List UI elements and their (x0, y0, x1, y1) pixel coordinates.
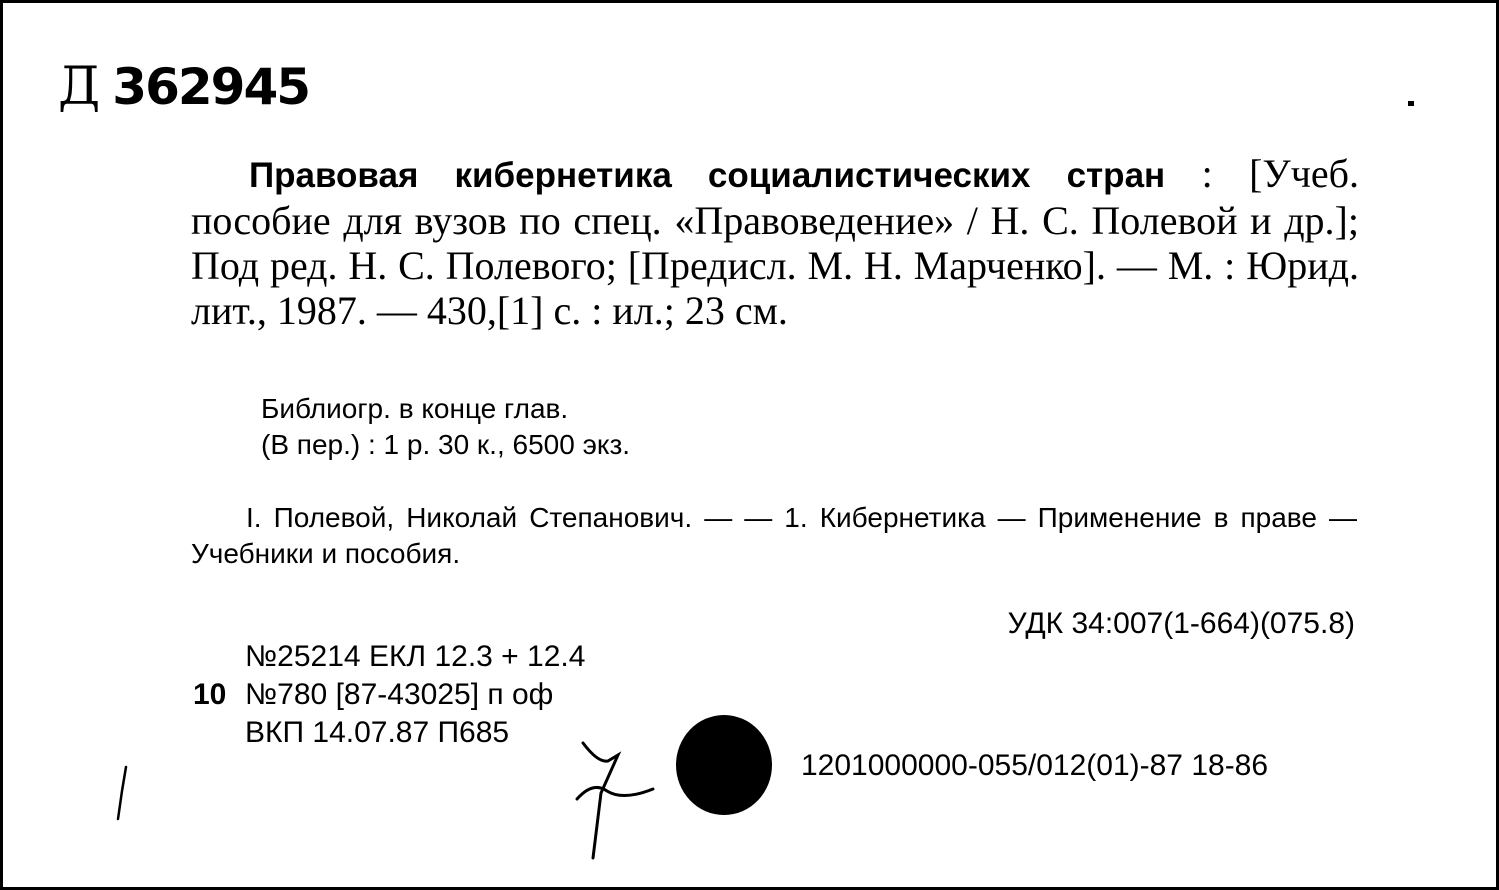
isbn-code: 1201000000-055/012(01)-87 18-86 (801, 749, 1269, 782)
bibliographic-description (191, 151, 1359, 333)
handwritten-seven-mark (563, 733, 663, 863)
note-price: (В пер.) : 1 р. 30 к., 6500 экз. (261, 429, 631, 460)
notes-block (261, 391, 630, 463)
black-dot-mark (676, 715, 772, 815)
code-line-1: №25214 ЕКЛ 12.3 + 12.4 (245, 640, 586, 673)
ink-speck (1408, 101, 1414, 106)
description-text: : [Учеб. пособие для вузов по спец. «Правоведение» / Н. С. Полевой и др.]; Под ред. Н. С. Полевого; [Предисл. М. Н. Марченко]. — М. : Юрид. лит., 1987. — 430,[1] с. : ил.; 23 см. (191, 151, 1359, 333)
note-bibliography: Библиогр. в конце глав. (261, 393, 569, 424)
pencil-tick-mark (108, 763, 138, 823)
udk-classification: УДК 34:007(1-664)(075.8) (1007, 607, 1355, 640)
catalog-codes (193, 638, 585, 752)
card-count: 10 (193, 678, 227, 711)
code-line-2: 10 №780 [87-43025] п оф (193, 676, 585, 714)
subject-tracings: I. Полевой, Николай Степанович. — — 1. Кибернетика — Применение в праве — Учебники и пособия. (191, 502, 1357, 569)
code-line-3: ВКП 14.07.87 П685 (245, 716, 510, 749)
stamp-letter: Д (58, 57, 99, 117)
inventory-stamp (58, 57, 310, 117)
stamp-number: 362945 (112, 58, 310, 116)
book-title: Правовая кибернетика социалистических стран (249, 156, 1166, 195)
